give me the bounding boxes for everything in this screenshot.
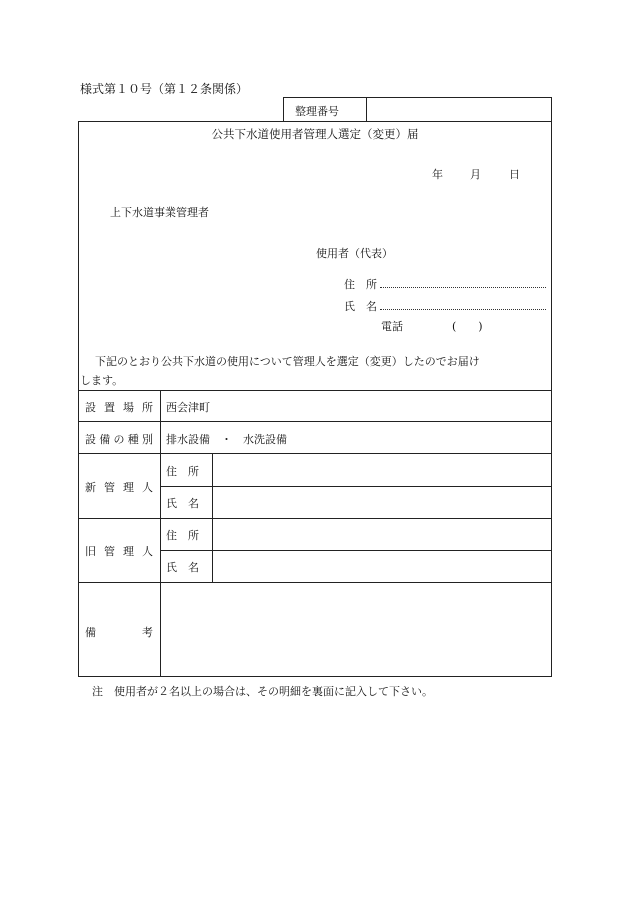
date-year: 年: [432, 168, 443, 181]
old-manager-address-field[interactable]: [213, 519, 551, 549]
applicant-phone-field[interactable]: ( ): [452, 320, 483, 333]
old-manager-name-label: 氏 名: [166, 561, 199, 574]
old-manager-name-field[interactable]: [213, 551, 551, 581]
applicant-address-field[interactable]: [380, 287, 546, 288]
location-value[interactable]: 西会津町: [166, 401, 210, 414]
new-manager-name-label: 氏 名: [166, 497, 199, 510]
applicant-phone-label: 電話: [381, 320, 403, 333]
form-number: 様式第１０号（第１２条関係）: [80, 82, 249, 96]
statement-line-1: 下記のとおり公共下水道の使用について管理人を選定（変更）したのでお届け: [95, 355, 480, 368]
new-manager-label: 新 管 理 人: [85, 481, 153, 494]
applicant-name-field[interactable]: [380, 309, 546, 310]
ref-number-label: 整理番号: [295, 105, 339, 118]
applicant-name-label: 氏 名: [344, 300, 377, 313]
addressee: 上下水道事業管理者: [110, 206, 209, 219]
new-manager-name-field[interactable]: [213, 487, 551, 517]
form-title: 公共下水道使用者管理人選定（変更）届: [211, 127, 419, 141]
footnote: 注 使用者が２名以上の場合は、その明細を裏面に記入して下さい。: [92, 685, 433, 698]
ref-number-field[interactable]: [367, 98, 551, 121]
old-manager-address-label: 住 所: [166, 529, 199, 542]
new-manager-address-label: 住 所: [166, 465, 199, 478]
remarks-label: 備 考: [85, 626, 153, 639]
facility-type-label: 設 備 の 種 別: [85, 433, 153, 446]
date-day: 日: [509, 168, 520, 181]
facility-type-value[interactable]: 排水設備 ・ 水洗設備: [166, 433, 287, 446]
new-manager-address-field[interactable]: [213, 454, 551, 485]
location-label: 設 置 場 所: [85, 401, 153, 414]
statement-line-2: します。: [80, 374, 124, 387]
date-month: 月: [470, 168, 481, 181]
old-manager-label: 旧 管 理 人: [85, 545, 153, 558]
applicant-address-label: 住 所: [344, 278, 377, 291]
applicant-heading: 使用者（代表）: [316, 247, 393, 260]
remarks-field[interactable]: [161, 583, 551, 676]
